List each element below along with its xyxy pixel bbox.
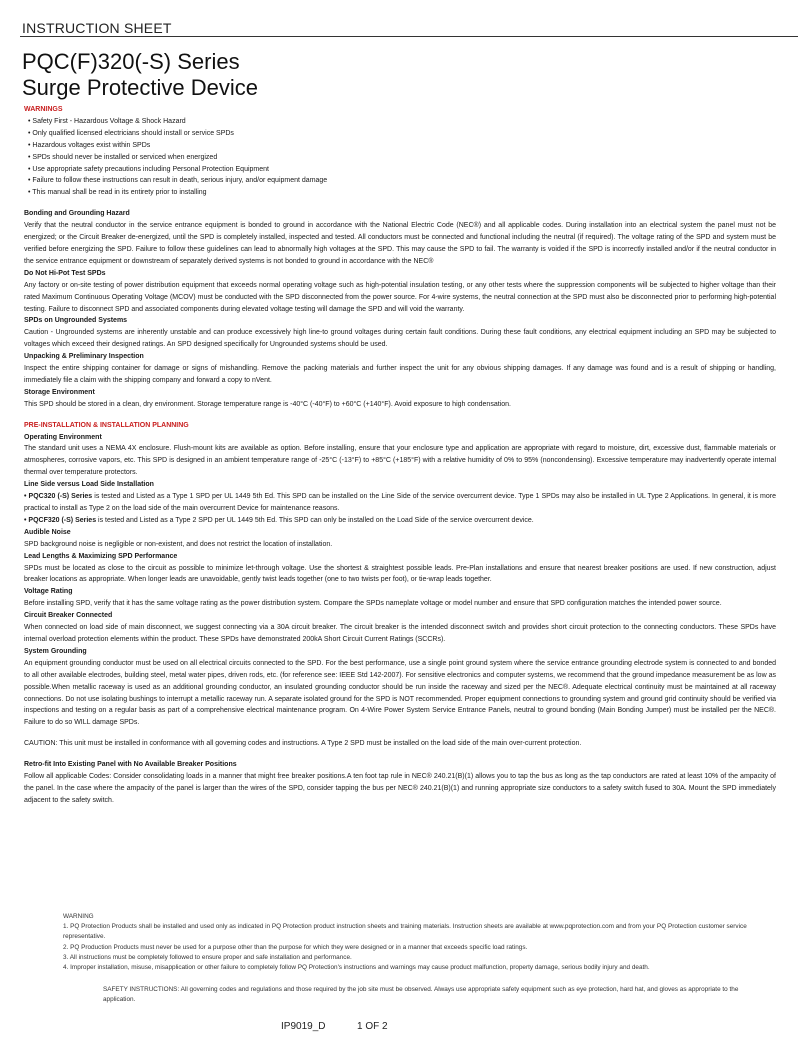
grounding-heading: System Grounding xyxy=(24,647,87,655)
footer-warning-item: 3. All instructions must be completely followed to ensure proper and safe installation and performance. xyxy=(63,953,352,961)
footer-warning-heading: WARNING xyxy=(63,913,94,920)
footer-warning xyxy=(63,912,763,973)
lineside-item-pqcf320 xyxy=(24,515,776,527)
breaker-text: When connected on load side of main disconnect, we suggest connecting via a 30A circuit breaker. The circuit breaker is the intended disconnect switch and provides short circuit protection to the connecting conductors. These SPDs have internal overload protection elements within the product. These SPDs have demonstrated 200kA Short Circuit Current Ratings (SCCRs). xyxy=(24,624,776,643)
operating-heading: Operating Environment xyxy=(24,433,102,441)
bonding-text: Verify that the neutral conductor in the service entrance equipment is bonded to ground in accordance with the National Electric Code (NEC®) and all applicable codes. During installation into an electrical system the panel must not be energized; or the Circuit Breaker de-energized, until the SPD is completely installed, inspected and tested. All conductors must be connected and functional including the neutral (if required). The voltage rating of the SPD and system must be verified before energizing the SPD. Failure to follow these guidelines can lead to abnormally high voltages at the SPD. This may cause the SPD to fail. The warranty is voided if the SPD is incorrectly installed and/or if the neutral conductor in the service entrance equipment or downstream of separately derived systems is not bonded to ground in accordance with the NEC® xyxy=(24,222,776,265)
pqcf320-text: is tested and Listed as a Type 2 SPD per UL 1449 5th Ed. This SPD can only be installed on the Load Side of the service overcurrent device. xyxy=(96,516,534,524)
hipot-heading: Do Not Hi-Pot Test SPDs xyxy=(24,269,106,277)
lineside-item-pqc320 xyxy=(24,491,776,515)
warning-item: • Safety First - Hazardous Voltage & Shock Hazard xyxy=(28,117,186,125)
leads-heading: Lead Lengths & Maximizing SPD Performance xyxy=(24,552,178,560)
retrofit-text: Follow all applicable Codes: Consider consolidating loads in a manner that might free breaker positions.A ten foot tap rule in NEC® 240.21(B)(1) allows you to tap the bus as long as the tap conductors are rated at least 10% of the ampacity of the panel. In the case where the ampacity of the panel is larger than the wires of the SPD, consider tapping the bus per NEC® 240.21(B)(1) and running appropriate size conductors to a safety switch fused to 30A. Mount the SPD immediately adjacent to the safety switch. xyxy=(24,773,776,804)
storage-heading: Storage Environment xyxy=(24,388,95,396)
unpacking-heading: Unpacking & Preliminary Inspection xyxy=(24,353,144,361)
header-divider xyxy=(20,36,798,37)
warning-item: • Use appropriate safety precautions including Personal Protection Equipment xyxy=(28,165,269,173)
instructions-body xyxy=(24,104,776,807)
pqcf320-model: • PQCF320 (-S) Series xyxy=(24,516,97,524)
ungrounded-text: Caution - Ungrounded systems are inherently unstable and can produce excessively high line-to ground voltages during certain fault conditions. During these fault conditions, any electrical equipment including an SPD may be subjected to voltages which exceed their designed ratings. An SPD designed specifically for Ungrounded systems should be used. xyxy=(24,329,776,349)
operating-text: The standard unit uses a NEMA 4X enclosure. Flush-mount kits are available as option. Before installing, ensure that your enclosure type and application are appropriate with regard to moisture, dirt, excessive dust, flammable materials or atmospheres, corrosive vapors, etc. This SPD is designed in an ambient temperature range of -25°C (-13°F) to +85°C (+185°F) with a relative humidity of 0% to 95% (noncondensing). Excessive temperature may inadvertently operate internal thermal over temperature protectors. xyxy=(24,445,776,477)
grounding-text: An equipment grounding conductor must be used on all electrical circuits connected to the SPD. For the best performance, use a single point ground system where the service entrance grounding electrode system is connected to and bonded to all other available electrodes, building steel, metal water pipes, driven rods, etc. (for reference see: IEEE Std 142-2007). For sensitive electronics and computer systems, we recommend that the ground impedance measurement be as low as possible.When metallic raceway is used as an additional grounding conductor, an insulated grounding conductor should be run inside the raceway and sized per the NEC®. Adequate electrical continuity must be maintained at all raceway connections. Do not use isolating bushings to interrupt a metallic raceway run. A separate isolated ground for the SPD is NOT recommended. Proper equipment connections to grounding system and ground grid continuity should be verified via inspections and testing on a regular basis as part of a comprehensive electrical maintenance program. On 4-Wire Power System Service Entrance Panels, neutral to ground bonding (Main Bonding Jumper) must be installed per the NEC®. Failure to do so WILL damage SPDs. xyxy=(24,659,776,727)
bonding-heading: Bonding and Grounding Hazard xyxy=(24,210,130,218)
preinstall-heading: PRE-INSTALLATION & INSTALLATION PLANNING xyxy=(24,421,189,429)
product-subtitle: Surge Protective Device xyxy=(22,75,258,100)
hipot-text: Any factory or on-site testing of power distribution equipment that exceeds normal operating voltage such as high-potential insulation testing, or any other tests where the suppression components will be subjected to higher voltage than their rated Maximum Continuous Operating Voltage (MCOV) must be conducted with the SPD disconnected from the power source. For 4-wire systems, the neutral connection at the SPD must also be disconnected prior to performing high-potential testing. Failure to disconnect SPD and associated components during elevated voltage testing will damage the SPD and will void the warranty. xyxy=(24,281,776,313)
caution-text: CAUTION: This unit must be installed in conformance with all governing codes and instructions. A Type 2 SPD must be installed on the load side of the main over-current protection. xyxy=(24,740,582,748)
warnings-heading: WARNINGS xyxy=(24,106,63,113)
warning-item: • Only qualified licensed electricians should install or service SPDs xyxy=(28,129,234,137)
warning-item: • Failure to follow these instructions can result in death, serious injury, and/or equipment damage xyxy=(28,177,328,185)
sheet-type-label: INSTRUCTION SHEET xyxy=(22,20,172,36)
footer-warning-item: 2. PQ Production Products must never be used for a purpose other than the purpose for which they were designed or in a manner that exceeds specific load ratings. xyxy=(63,943,528,951)
lineside-heading: Line Side versus Load Side Installation xyxy=(24,481,154,489)
footer-warning-item: 1. PQ Protection Products shall be installed and used only as indicated in PQ Protection product instruction sheets and training materials. Instruction sheets are available at www.pqprotection.com and from your PQ Protection customer service representative. xyxy=(63,923,747,941)
warning-item: • Hazardous voltages exist within SPDs xyxy=(28,141,151,149)
safety-instructions: SAFETY INSTRUCTIONS: All governing codes and regulations and those required by the job site must be observed. Always use appropriate safety equipment such as eye protection, hard hat, and gloves as appropriate to the application. xyxy=(103,986,739,1004)
page-number: 1 OF 2 xyxy=(357,1021,388,1032)
pqc320-text: is tested and Listed as a Type 1 SPD per UL 1449 5th Ed. This SPD can be installed on the Line Side of the service overcurrent device. Type 1 SPDs may also be installed in UL Type 2 Applications. In general, it is more practical to install as Type 2 on the load side of the main overcurrent Device for maintenance reasons. xyxy=(24,493,776,512)
breaker-heading: Circuit Breaker Connected xyxy=(24,612,113,620)
audible-text: SPD background noise is negligible or non-existent, and does not restrict the location of installation. xyxy=(24,540,333,548)
audible-heading: Audible Noise xyxy=(24,528,71,536)
footer-warning-item: 4. Improper installation, misuse, misapplication or other failure to completely follow PQ Protection's instructions and warnings may cause product malfunction, property damage, serious bodily injury and death. xyxy=(63,964,650,972)
retrofit-heading: Retro-fit Into Existing Panel with No Available Breaker Positions xyxy=(24,761,237,769)
document-number: IP9019_D xyxy=(281,1021,326,1032)
voltage-heading: Voltage Rating xyxy=(24,588,73,596)
ungrounded-heading: SPDs on Ungrounded Systems xyxy=(24,317,128,325)
pqc320-model: • PQC320 (-S) Series xyxy=(24,493,93,501)
storage-text: This SPD should be stored in a clean, dry environment. Storage temperature range is -40°C (-40°F) to +60°C (+140°F). Avoid exposure to high condensation. xyxy=(24,400,511,408)
product-title: PQC(F)320(-S) Series xyxy=(22,49,240,74)
warning-item: • This manual shall be read in its entirety prior to installing xyxy=(28,189,207,197)
unpacking-text: Inspect the entire shipping container for damage or signs of mishandling. Remove the packing materials and further inspect the unit for any obvious shipping damages. If any damage was found and is a result of shipping or handling, immediately file a claim with the shipping company and forward a copy to nVent. xyxy=(24,365,776,384)
leads-text: SPDs must be located as close to the circuit as possible to minimize let-through voltage. Use the shortest & straightest possible leads. Pre-Plan installations and ensure that nearest breaker positions are used. If new construction, adjust breaker locations as appropriate. When longer leads are unavoidable, gently twist leads together (one to two twists per foot), or tie-wrap leads together. xyxy=(24,564,776,584)
warning-item: • SPDs should never be installed or serviced when energized xyxy=(28,153,218,161)
voltage-text: Before installing SPD, verify that it has the same voltage rating as the power distribution system. Compare the SPDs nameplate voltage or model number and ensure that SPD configuration matches the intended power source. xyxy=(24,600,722,608)
